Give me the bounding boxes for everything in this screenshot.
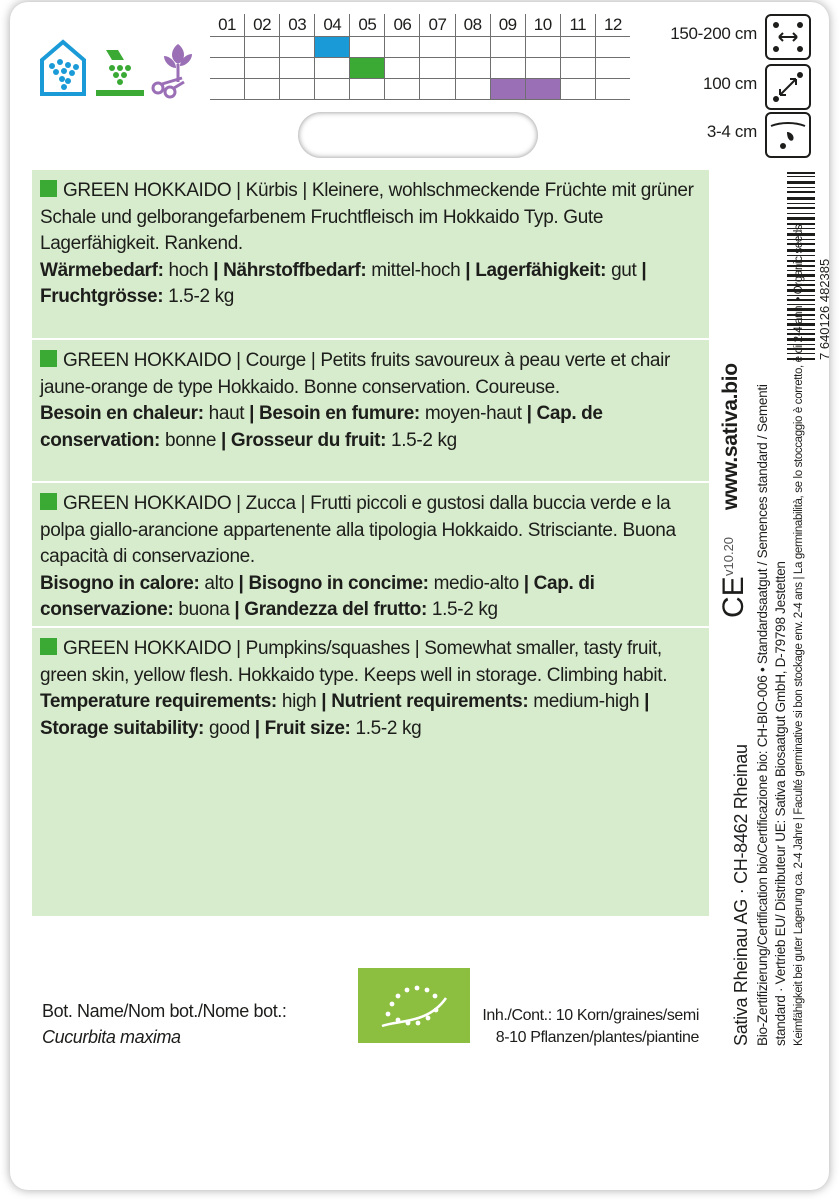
property-label: Temperature requirements:	[40, 691, 277, 712]
sowing-period	[314, 37, 349, 57]
property-label: | Besoin en fumure:	[244, 403, 420, 424]
certification-line-2: standard · Vertrieb EU/ Distributeur UE: Sativa Biosaatgut GmbH, D-79798 Jestetten	[773, 561, 788, 1046]
property-value: high	[276, 691, 317, 712]
hanging-slot	[298, 112, 538, 158]
description-panel	[32, 170, 709, 916]
month-label: 11	[560, 14, 595, 36]
property-label: | Storage suitability:	[40, 691, 650, 739]
contents-seeds: Inh./Cont.: 10 Korn/graines/semi	[482, 1007, 699, 1024]
harvest-period	[490, 79, 525, 99]
plant-spacing-icon	[765, 14, 811, 60]
description-intro: GREEN HOKKAIDO | Courge | Petits fruits savoureux à peau verte et chair jaune-orange de type Hokkaido. Bonne conservation. Coureuse.	[40, 350, 671, 398]
property-value: medio-alto	[428, 572, 519, 594]
property-label: Wärmebedarf:	[40, 259, 164, 281]
property-label: | Lagerfähigkeit:	[460, 259, 607, 281]
description-it	[32, 483, 709, 628]
contents-info	[482, 1005, 699, 1049]
property-value: 1.5-2 kg	[426, 599, 498, 620]
property-value: alto	[199, 572, 234, 594]
transplant-icon	[94, 46, 146, 98]
month-label: 04	[314, 14, 349, 36]
property-value: buona	[173, 599, 230, 620]
botanical-name	[42, 998, 287, 1050]
property-label: Besoin en chaleur:	[40, 403, 204, 424]
description-en	[32, 628, 709, 750]
sowing-depth-label: 3-4 cm	[706, 122, 757, 141]
description-intro: GREEN HOKKAIDO | Zucca | Frutti piccoli e gustosi dalla buccia verde e la polpa giallo-arancione appartenente alla tipologia Hokkaido. Strisciante. Buona capacità di conservazione.	[40, 493, 676, 567]
description-intro: GREEN HOKKAIDO | Pumpkins/squashes | Somewhat smaller, tasty fruit, green skin, yellow flesh. Hokkaido type. Keeps well in storage. Climbing habit.	[40, 638, 668, 686]
planting-period	[349, 58, 384, 78]
property-label: | Cap. di conservazione:	[40, 572, 595, 620]
property-value: moyen-haut	[419, 403, 522, 424]
property-value: mittel-hoch	[366, 259, 461, 281]
side-info-strip	[709, 170, 832, 1050]
barcode-digits: 7 640126 482385	[817, 258, 832, 360]
property-label: | Fruit size:	[249, 717, 351, 739]
month-label: 10	[525, 14, 560, 36]
property-value: 1.5-2 kg	[350, 717, 422, 739]
sowing-calendar	[210, 14, 630, 100]
calendar-months	[210, 14, 630, 36]
month-label: 08	[455, 14, 490, 36]
description-fr	[32, 340, 709, 483]
row-distance-icon	[765, 64, 811, 110]
plant-spacing-label: 150-200 cm	[670, 24, 757, 43]
contents-plants: 8-10 Pflanzen/plantes/piantine	[495, 1029, 699, 1046]
property-value: hoch	[163, 259, 209, 281]
month-label: 02	[244, 14, 279, 36]
property-value: bonne	[160, 429, 217, 451]
direct-sow-icon	[38, 38, 88, 98]
green-square-icon	[40, 350, 57, 367]
property-value: good	[204, 717, 250, 739]
green-square-icon	[40, 493, 57, 510]
sowing-depth-icon	[765, 112, 811, 158]
property-value: gut	[606, 259, 637, 281]
calendar-row-sowing	[210, 36, 630, 57]
germination-info: Keimfähigkeit bei guter Lagerung ca. 2-4 Jahre | Faculté germinative si bon stockage env. 2-4 ans | La germinabilità, se lo stoccaggio è corretto, è di 2-4 anni • Organic seeds	[793, 224, 805, 1046]
property-label: | Bisogno in concime:	[233, 572, 429, 594]
calendar-row-planting	[210, 57, 630, 78]
ce-mark: CE	[717, 576, 750, 618]
month-label: 03	[279, 14, 314, 36]
property-value: medium-high	[528, 691, 640, 712]
green-square-icon	[40, 180, 57, 197]
property-label: | Nutrient requirements:	[316, 691, 529, 712]
property-label: | Nährstoffbedarf:	[208, 259, 367, 281]
month-label: 09	[490, 14, 525, 36]
harvest-scissors-icon	[148, 38, 202, 98]
property-label: | Cap. de conservation:	[40, 403, 603, 451]
certification-line-1: Bio-Zertifizierung/Certification bio/Certificazione bio: CH-BIO-006 • Standardsaatgut / Semences standard / Sementi	[755, 384, 770, 1046]
property-label: | Grandezza del frutto:	[229, 599, 427, 620]
eu-organic-logo	[358, 968, 470, 1043]
website-link[interactable]: www.sativa.bio	[719, 363, 742, 510]
month-label: 01	[218, 15, 236, 34]
property-value: 1.5-2 kg	[163, 286, 234, 307]
row-distance-label: 100 cm	[703, 74, 757, 93]
harvest-period	[525, 79, 560, 99]
calendar-row-harvest	[210, 78, 630, 100]
property-label: | Grosseur du fruit:	[216, 429, 387, 451]
month-label: 07	[419, 14, 454, 36]
version-label: v10.20	[721, 536, 736, 576]
property-value: haut	[203, 403, 245, 424]
property-value: 1.5-2 kg	[386, 429, 457, 451]
botanical-label: Bot. Name/Nom bot./Nome bot.:	[42, 1001, 287, 1021]
property-label: Bisogno in calore:	[40, 572, 200, 594]
description-intro: GREEN HOKKAIDO | Kürbis | Kleinere, wohlschmeckende Früchte mit grüner Schale und gelborangefarbenem Fruchtfleisch im Hokkaido Typ. Gute Lagerfähigkeit. Rankend.	[40, 180, 694, 254]
month-label: 05	[349, 14, 384, 36]
green-square-icon	[40, 638, 57, 655]
month-label: 06	[384, 14, 419, 36]
month-label: 12	[595, 14, 630, 36]
property-label: | Fruchtgrösse:	[40, 259, 647, 307]
seed-packet-back	[10, 2, 832, 1190]
botanical-latin-name: Cucurbita maxima	[42, 1027, 181, 1047]
company-address: Sativa Rheinau AG · CH-8462 Rheinau	[731, 744, 751, 1046]
description-de	[32, 170, 709, 340]
